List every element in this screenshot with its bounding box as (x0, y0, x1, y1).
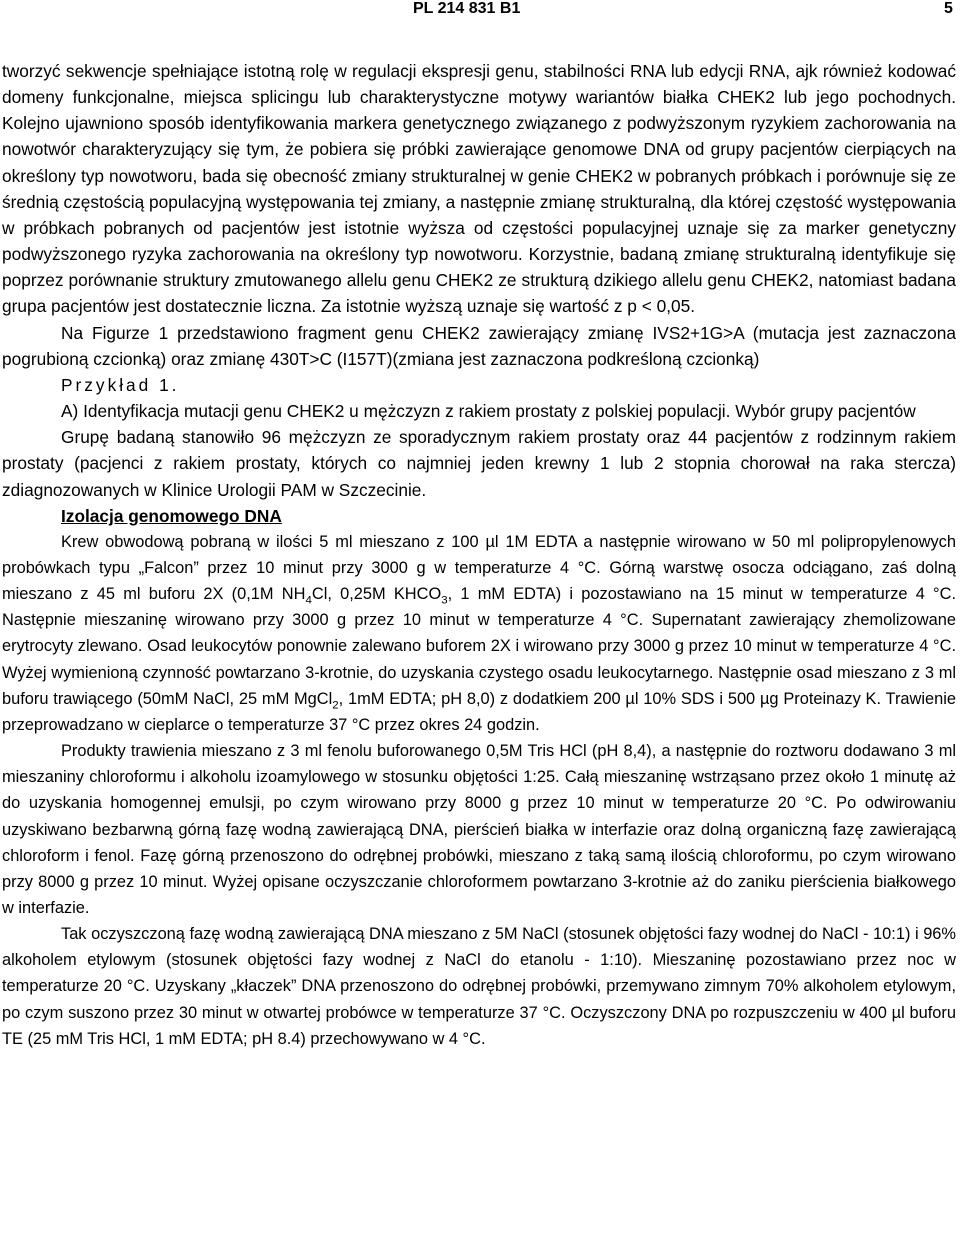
patent-number: PL 214 831 B1 (413, 0, 521, 17)
paragraph-figure-description: Na Figurze 1 przedstawiono fragment genu CHEK2 zawierający zmianę IVS2+1G>A (mutacja jest zaznaczona pogrubioną czcionką) oraz zmianę 430T>C (I157T)(zmiana jest zaznaczona podkreśloną czcionką) (2, 322, 956, 369)
text-run: , 1 mM EDTA) i pozostawiano na 15 minut w temperaturze 4 °C. Następnie mieszaninę wirowano przy 3000 g przez 10 minut w temperaturze 4 °C. Supernatant zawierający zhemolizowane erytrocyty zlewano. Osad leukocytów ponownie zalewano buforem 2X i wirowano przy 3000 g przez 10 minut w temperaturze 4 °C. Wyżej wymienioną czynność powtarzano 3-krotnie, do uzyskania czystego osadu leukocytarnego. Następnie osad mieszano z 3 ml buforu trawiącego (50mM NaCl, 25 mM MgCl (2, 585, 956, 708)
paragraph-1-continuation: tworzyć sekwencje spełniające istotną rolę w regulacji ekspresji genu, stabilności RNA lub edycji RNA, ajk również kodować domeny funkcjonalne, miejsca splicingu lub charakterystyczne motywy wariantów białka CHEK2 lub jego pochodnych. (2, 61, 956, 108)
subscript: 4 (305, 594, 312, 607)
paragraph-1 (2, 58, 956, 320)
paragraph-dna-isolation (2, 529, 956, 738)
subscript: 2 (332, 699, 339, 712)
section-title: Izolacja genomowego DNA (61, 505, 282, 526)
example-label: Przykład 1. (61, 374, 180, 395)
text-run: Cl, 0,25M KHCO (311, 585, 442, 604)
text-run: , 1mM EDTA; pH 8,0) z dodatkiem 200 µl 10% SDS i 500 µg Proteinazy K. Trawienie przeprowadzano w cieplarce o temperaturze 37 °C przez okres 24 godzin. (2, 689, 956, 734)
paragraph-study-group: Grupę badaną stanowiło 96 mężczyzn ze sporadycznym rakiem prostaty oraz 44 pacjentów z rodzinnym rakiem prostaty (pacjenci z rakiem prostaty, których co najmniej jeden krewny 1 lub 2 stopnia chorował na raka stercza) zdiagnozowanych w Klinice Urologii PAM w Szczecinie. (2, 427, 956, 500)
page-number: 5 (944, 0, 953, 17)
page-header (0, 0, 960, 20)
text-run: Krew obwodową pobraną w ilości 5 ml mieszano z 100 µl 1M EDTA a następnie wirowano w 50 ml polipropylenowych probówkach typu „Falcon” przez 10 minut przy 3000 g w temperaturze 4 °C. Górną warstwę osocza odciągano, zaś dolną mieszano z 45 ml buforu 2X (0,1M NH (2, 532, 956, 604)
subscript: 3 (441, 594, 448, 607)
document-body (2, 58, 956, 1052)
paragraph-identification-title: A) Identyfikacja mutacji genu CHEK2 u mężczyzn z rakiem prostaty z polskiej populacji. Wybór grupy pacjentów (61, 401, 916, 422)
paragraph-1-method: Kolejno ujawniono sposób identyfikowania markera genetycznego związanego z podwyższonym ryzykiem zachorowania na nowotwór charakteryzujący się tym, że pobiera się próbki zawierające genomowe DNA od grupy pacjentów cierpiących na określony typ nowotworu, bada się obecność zmiany strukturalnej w genie CHEK2 w pobranych próbkach i porównuje się ze średnią częstością populacyjną występowania tej zmiany, a następnie zmianę strukturalną, dla której częstość występowania w próbkach pobranych od pacjentów jest istotnie wyższa od częstości populacyjnej uznaje się za marker genetyczny podwyższonego ryzyka zachorowania na określony typ nowotworu. Korzystnie, badaną zmianę strukturalną identyfikuje się poprzez porównanie struktury zmutowanego allelu genu CHEK2 ze strukturą dzikiego allelu genu CHEK2, natomiast badana grupa pacjentów jest dostatecznie liczna. Za istotnie wyższą uznaje się wartość z p < 0,05. (2, 113, 956, 317)
paragraph-digestion-products: Produkty trawienia mieszano z 3 ml fenolu buforowanego 0,5M Tris HCl (pH 8,4), a następnie do roztworu dodawano 3 ml mieszaniny chloroformu i alkoholu izoamylowego w stosunku objętości 1:25. Całą mieszaninę wstrząsano przez około 1 minutę aż do uzyskania homogennej emulsji, po czym wirowano przy 8000 g przez 10 minut w temperaturze 20 °C. Po odwirowaniu uzyskiwano bezbarwną górną fazę wodną zawierającą DNA, pierścień białka w interfazie oraz dolną organiczną fazę zawierającą chloroform i fenol. Fazę górną przenoszono do odrębnej probówki, mieszano z taką samą ilością chloroformu, po czym wirowano przy 8000 g przez 10 minut. Wyżej opisane oczyszczanie chloroformem powtarzano 3-krotnie aż do zaniku pierścienia białkowego w interfazie. (2, 742, 956, 917)
paragraph-precipitation: Tak oczyszczoną fazę wodną zawierającą DNA mieszano z 5M NaCl (stosunek objętości fazy wodnej do NaCl - 10:1) i 96% alkoholem etylowym (stosunek objętości fazy wodnej z NaCl do etanolu - 1:10). Mieszaninę pozostawiano przez noc w temperaturze 20 °C. Uzyskany „kłaczek” DNA przenoszono do odrębnej probówki, przemywano zimnym 70% alkoholem etylowym, po czym suszono przez 30 minut w otwartej probówce w temperaturze 37 °C. Oczyszczony DNA po rozpuszczeniu w 400 µl buforu TE (25 mM Tris HCl, 1 mM EDTA; pH 8.4) przechowywano w 4 °C. (2, 925, 956, 1048)
